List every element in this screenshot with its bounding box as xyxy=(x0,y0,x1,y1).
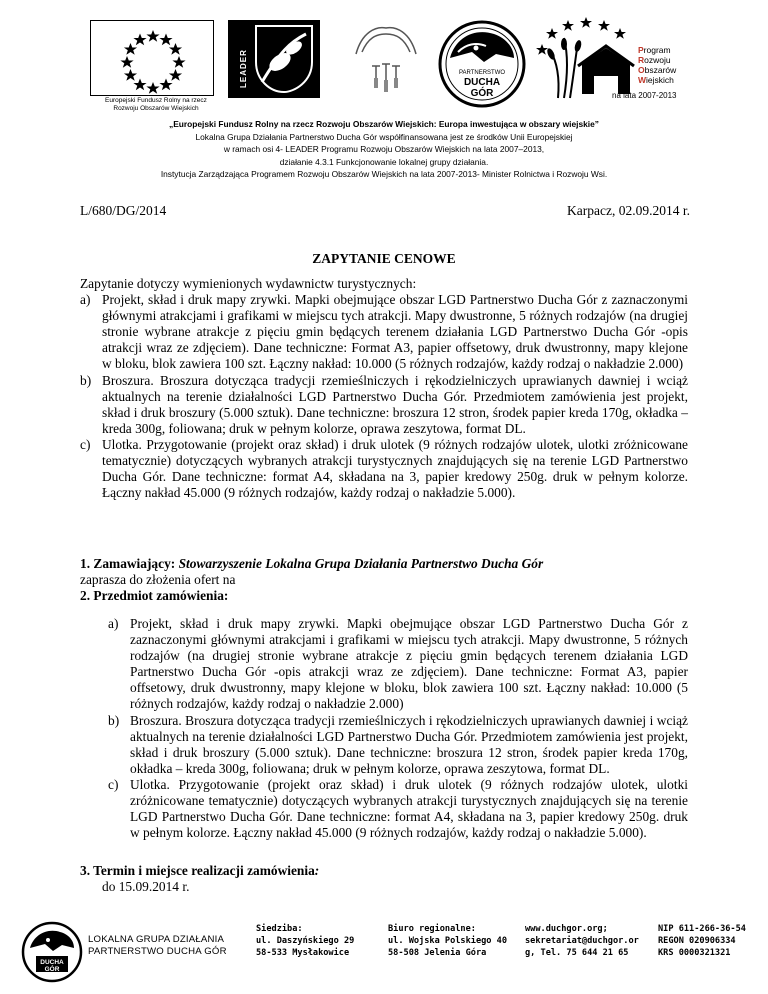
deadline: do 15.09.2014 r. xyxy=(102,879,190,894)
prow-years: na lata 2007-2013 xyxy=(612,91,677,100)
list-item xyxy=(108,777,688,841)
funding-line-4: działanie 4.3.1 Funkcjonowanie lokalnej grupy działania. xyxy=(279,156,489,167)
document-title: ZAPYTANIE CENOWE xyxy=(312,251,456,266)
list-item xyxy=(108,713,688,777)
place-and-date: Karpacz, 02.09.2014 r. xyxy=(567,203,690,218)
funding-line-5: Instytucja Zarządzająca Programem Rozwoju Obszarów Wiejskich na lata 2007-2013- Minister Rolnictwa i Rozwoju Wsi. xyxy=(160,169,608,179)
footer-contact: www.duchgor.org; sekretariat@duchgor.or g, Tel. 75 644 21 65 xyxy=(525,924,639,958)
section-3 xyxy=(80,863,319,895)
order-subject-list xyxy=(108,616,688,841)
footer-logo-text-name2: GÓR xyxy=(44,966,60,973)
lgd-logo-text-top: PARTNERSTWO xyxy=(458,70,506,76)
prow-line-4: Wiejskich xyxy=(638,75,674,85)
list-item-label: a) xyxy=(80,292,91,308)
footer-registry-ids: NIP 611-266-36-54 REGON 020906334 KRS 0000321321 xyxy=(658,924,746,958)
invitation-text: zaprasza do złożenia ofert na xyxy=(80,572,236,588)
footer-logo-text-name1: DUCHA xyxy=(40,959,64,966)
funding-line-3: w ramach osi 4- LEADER Programu Rozwoju Obszarów Wiejskich na lata 2007–2013, xyxy=(223,144,545,154)
lgd-partnerstwo-ducha-gor-logo xyxy=(436,18,528,110)
list-item xyxy=(80,292,688,372)
footer-seat-address: Siedziba: ul. Daszyńskiego 29 58-533 Mysłakowice xyxy=(256,924,355,958)
footer-lgd-name: LOKALNA GRUPA DZIAŁANIA PARTNERSTWO DUCHA GÓR xyxy=(88,934,227,957)
list-item-text: Broszura. Broszura dotycząca tradycji rzemieślniczych i rękodzielniczych uprawianych dawniej i wciąż aktualnych na terenie działalności LGD Partnerstwo Ducha Gór. Przedmiotem zamówienia jest projekt, skład i druk broszury (5.000 sztuk). Dane techniczne: broszura 12 stron, środek papier kreda 170g, okładka – kreda 300g, foliowana; druk w pełnym kolorze, oprawa zeszytowa, format DL. xyxy=(102,372,688,436)
municipalities-logo xyxy=(346,22,426,102)
section-2-heading: 2. Przedmiot zamówienia: xyxy=(80,588,229,604)
list-item xyxy=(80,373,688,437)
list-item xyxy=(80,437,688,501)
section-3-heading: 3. Termin i miejsce realizacji zamówienia: xyxy=(80,863,320,878)
reference-number: L/680/DG/2014 xyxy=(80,203,167,218)
list-item-label: c) xyxy=(80,436,91,452)
footer-lgd-logo xyxy=(20,920,84,984)
eu-fund-caption: Europejski Fundusz Rolny na rzecz Rozwoju Obszarów Wiejskich xyxy=(105,97,207,112)
section-1 xyxy=(80,556,688,604)
leader-leaf-icon xyxy=(250,22,318,96)
list-item-text: Broszura. Broszura dotycząca tradycji rzemieślniczych i rękodzielniczych uprawianych dawniej i wciąż aktualnych na terenie działalności LGD Partnerstwo Ducha Gór. Przedmiotem zamówienia jest projekt, skład i druk broszury (5.000 sztuk). Dane techniczne: broszura 12 stron, środek papier kreda 170g, okładka – kreda 300g, foliowana; druk w pełnym kolorze, oprawa zeszytowa, format DL. xyxy=(130,712,688,776)
contracting-organization: Stowarzyszenie Lokalna Grupa Działania Partnerstwo Ducha Gór xyxy=(178,556,544,571)
prow-line-3: Obszarów xyxy=(638,65,677,75)
list-item-text: Ulotka. Przygotowanie (projekt oraz skład) i druk ulotek (9 różnych rodzajów ulotek, ulotki zróżnicowane tematycznie) dotyczących wybranych atrakcji turystycznych znajdujących się na terenie LGD Partnerstwo Ducha Gór. Dane techniczne: format A4, składana na 3, papier kredowy 250g. druk w pełnym kolorze. Łączny nakład 45.000 (9 różnych rodzajów, każdy rodzaj o nakładzie 5.000). xyxy=(130,776,688,841)
list-item-label: b) xyxy=(108,712,120,728)
intro-section xyxy=(80,276,688,501)
list-item-text: Projekt, skład i druk mapy zrywki. Mapki obejmujące obszar LGD Partnerstwo Ducha Gór z zaznaczonymi głównymi atrakcjami i grafikami w miejscu tych atrakcji. Mapy dwustronne, 5 różnych rodzajów (na drugiej stronie wybrane atrakcje z pięciu gmin będących terenem działania LGD Partnerstwo Ducha Gór -opis atrakcji wraz ze zdjęciem). Dane techniczne: Format A3, papier offsetowy, druk dwustronny, mapy klejone w bloku, blok zawiera 100 szt. Łączny nakład: 10.000 (5 różnych rodzajów, każdy rodzaj o nakładzie 2.000) xyxy=(130,616,688,712)
funding-slogan: „Europejski Fundusz Rolny na rzecz Rozwoju Obszarów Wiejskich: Europa inwestująca w obszary wiejskie” xyxy=(169,119,599,129)
prow-line-1: Program xyxy=(638,45,671,55)
list-item-text: Ulotka. Przygotowanie (projekt oraz skład) i druk ulotek (9 różnych rodzajów ulotek, ulotki zróżnicowane tematycznie) dotyczących wybranych atrakcji turystycznych znajdujących się na terenie LGD Partnerstwo Ducha Gór. Dane techniczne: format A4, składana na 3, papier kredowy 250g. druk w pełnym kolorze. Łączny nakład 45.000 (9 różnych rodzajów, każdy rodzaj o nakładzie 5.000). xyxy=(102,436,688,501)
list-item-text: Projekt, skład i druk mapy zrywki. Mapki obejmujące obszar LGD Partnerstwo Ducha Gór z zaznaczonymi głównymi atrakcjami i grafikami w miejscu tych atrakcji. Mapy dwustronne, 5 różnych rodzajów (na drugiej stronie wybrane atrakcje z pięciu gmin będących terenem działania LGD Partnerstwo Ducha Gór -opis atrakcji wraz ze zdjęciem). Dane techniczne: Format A3, papier offsetowy, druk dwustronny, mapy klejone w bloku, blok zawiera 100 szt. Łączny nakład: 10.000 (5 różnych rodzajów, każdy rodzaj o nakładzie 2.000) xyxy=(102,292,688,372)
footer-office-address: Biuro regionalne: ul. Wojska Polskiego 40 58-508 Jelenia Góra xyxy=(388,924,507,958)
list-item-label: a) xyxy=(108,616,119,631)
prow-line-2: Rozwoju xyxy=(638,55,671,65)
leader-logo-text: LEADER xyxy=(239,49,248,88)
lgd-logo-text-name2: GÓR xyxy=(470,88,494,99)
eu-stars-icon xyxy=(91,21,215,97)
intro-text: Zapytanie dotyczy wymienionych wydawnictw turystycznych: xyxy=(80,276,417,291)
section-1-heading: 1. Zamawiający: Stowarzyszenie Lokalna Grupa Działania Partnerstwo Ducha Gór xyxy=(80,556,544,571)
list-item-label: c) xyxy=(108,776,119,792)
prow-program-name xyxy=(638,45,676,85)
funding-line-2: Lokalna Grupa Działania Partnerstwo Ducha Gór współfinansowana jest ze środków Unii Europejskiej xyxy=(195,131,573,142)
list-item-label: b) xyxy=(80,372,92,388)
eu-flag-logo xyxy=(90,20,214,96)
list-item xyxy=(108,616,688,713)
lgd-logo-text-name1: DUCHA xyxy=(463,77,501,88)
